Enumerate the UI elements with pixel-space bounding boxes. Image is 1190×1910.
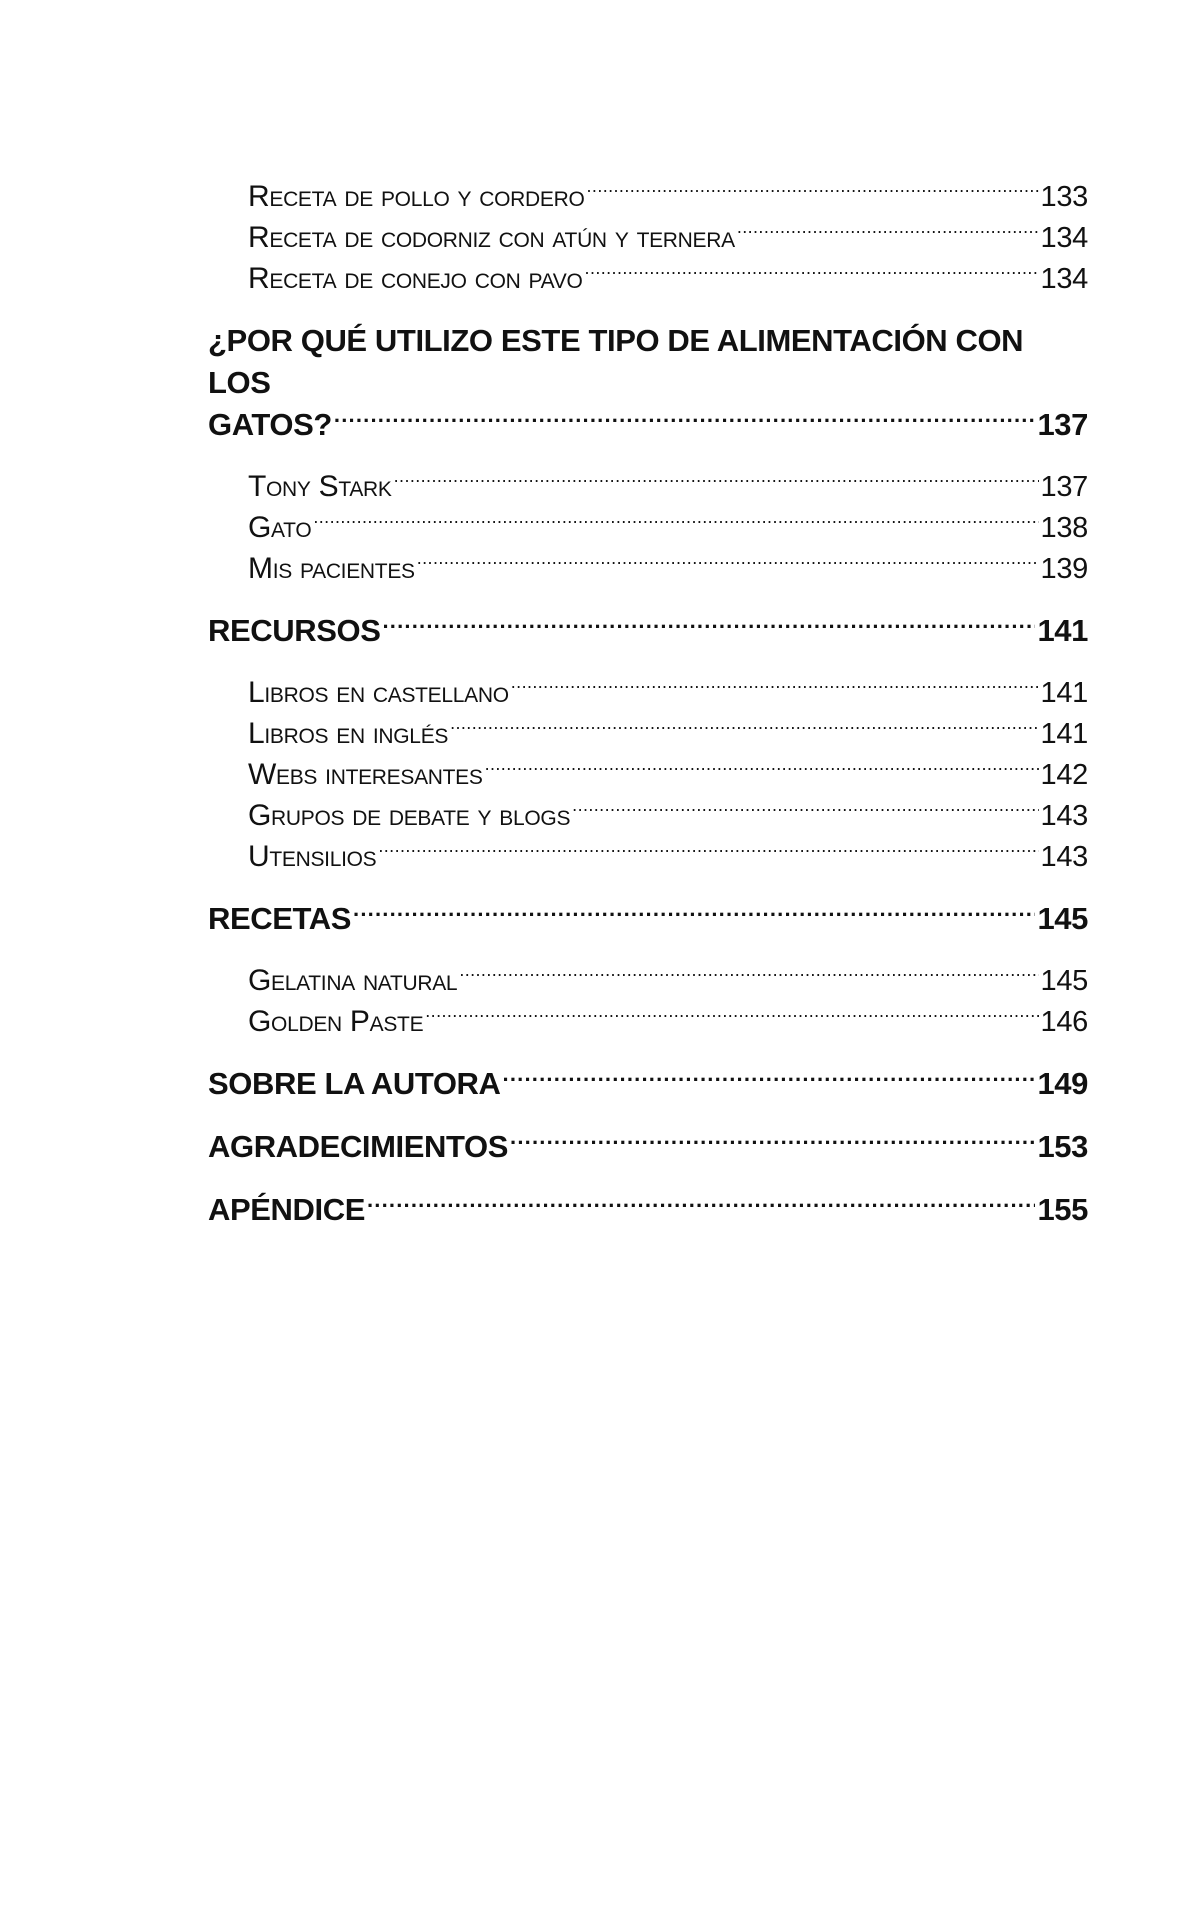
toc-chapter-por-que[interactable]	[208, 320, 1088, 446]
toc-entry-webs-interesantes[interactable]	[248, 754, 1088, 795]
toc-entry-title: Receta de pollo y cordero	[248, 180, 585, 213]
toc-chapter-title: RECURSOS	[208, 613, 381, 648]
toc-chapter-recursos[interactable]	[208, 610, 1088, 652]
toc-entry-title: Receta de conejo con pavo	[248, 262, 583, 295]
dot-leader	[417, 548, 1039, 578]
toc-entry-page: 143	[1040, 841, 1088, 873]
dot-leader	[367, 1189, 1035, 1220]
dot-leader	[425, 1001, 1038, 1031]
toc-chapter-title: SOBRE LA AUTORA	[208, 1066, 501, 1101]
dot-leader	[394, 466, 1039, 496]
toc-entry-title: Utensilios	[248, 840, 377, 873]
toc-entry-title: Receta de codorniz con atún y ternera	[248, 221, 735, 254]
toc-chapter-page: 155	[1037, 1192, 1088, 1227]
dot-leader	[737, 217, 1039, 247]
toc-entry-title: Gato	[248, 511, 312, 544]
toc-chapter-page: 153	[1037, 1129, 1088, 1164]
toc-entry-page: 141	[1040, 718, 1088, 750]
toc-chapter-title: RECETAS	[208, 901, 352, 936]
dot-leader	[450, 713, 1038, 743]
toc-entry-page: 139	[1040, 553, 1088, 585]
toc-chapter-title: APÉNDICE	[208, 1192, 365, 1227]
toc-entry-libros-castellano[interactable]	[248, 672, 1088, 713]
toc-entry-receta-codorniz[interactable]	[248, 217, 1088, 258]
toc-entry-title: Mis pacientes	[248, 552, 415, 585]
toc-entry-page: 133	[1040, 181, 1088, 213]
toc-entry-gato[interactable]	[248, 507, 1088, 548]
toc-entry-golden-paste[interactable]	[248, 1001, 1088, 1042]
toc-entry-receta-pollo-cordero[interactable]	[248, 176, 1088, 217]
dot-leader	[378, 836, 1038, 866]
toc-chapter-apendice[interactable]	[208, 1189, 1088, 1231]
toc-chapter-title-line2: GATOS?	[208, 407, 332, 442]
toc-entry-title: Gelatina natural	[248, 964, 458, 997]
dot-leader	[510, 1126, 1035, 1157]
dot-leader	[353, 898, 1035, 929]
toc-entry-page: 137	[1040, 471, 1088, 503]
toc-entry-tony-stark[interactable]	[248, 466, 1088, 507]
toc-entry-title: Golden Paste	[248, 1005, 424, 1038]
toc-entry-title: Libros en castellano	[248, 676, 509, 709]
toc-chapter-title-line1: ¿POR QUÉ UTILIZO ESTE TIPO DE ALIMENTACIÓN CON LOS	[208, 323, 1024, 400]
dot-leader	[334, 404, 1036, 435]
toc-entry-page: 143	[1040, 800, 1088, 832]
dot-leader	[459, 960, 1038, 990]
dot-leader	[503, 1063, 1036, 1094]
toc-entry-page: 134	[1040, 222, 1088, 254]
toc-chapter-page: 137	[1037, 407, 1088, 442]
toc-chapter-title: AGRADECIMIENTOS	[208, 1129, 509, 1164]
dot-leader	[485, 754, 1039, 784]
toc-chapter-sobre-la-autora[interactable]	[208, 1063, 1088, 1105]
toc-chapter-agradecimientos[interactable]	[208, 1126, 1088, 1168]
toc-entry-title: Tony Stark	[248, 470, 392, 503]
dot-leader	[313, 507, 1038, 537]
toc-chapter-page: 149	[1037, 1066, 1088, 1101]
toc-chapter-page: 141	[1037, 613, 1088, 648]
dot-leader	[511, 672, 1039, 702]
toc-entry-title: Libros en inglés	[248, 717, 449, 750]
toc-chapter-recetas[interactable]	[208, 898, 1088, 940]
toc-entry-title: Webs interesantes	[248, 758, 483, 791]
toc-entry-libros-ingles[interactable]	[248, 713, 1088, 754]
toc-entry-page: 138	[1040, 512, 1088, 544]
toc-entry-mis-pacientes[interactable]	[248, 548, 1088, 589]
toc-entry-receta-conejo[interactable]	[248, 258, 1088, 299]
toc-entry-title: Grupos de debate y blogs	[248, 799, 571, 832]
toc-entry-page: 141	[1040, 677, 1088, 709]
toc-entry-page: 145	[1040, 965, 1088, 997]
toc-entry-gelatina-natural[interactable]	[248, 960, 1088, 1001]
toc-entry-grupos-debate[interactable]	[248, 795, 1088, 836]
dot-leader	[587, 176, 1039, 206]
toc-entry-page: 146	[1040, 1006, 1088, 1038]
toc-entry-page: 134	[1040, 263, 1088, 295]
toc-entry-utensilios[interactable]	[248, 836, 1088, 877]
dot-leader	[572, 795, 1038, 825]
toc-entry-page: 142	[1040, 759, 1088, 791]
toc-chapter-page: 145	[1037, 901, 1088, 936]
dot-leader	[585, 258, 1039, 288]
table-of-contents	[208, 176, 1088, 1231]
dot-leader	[383, 610, 1036, 641]
